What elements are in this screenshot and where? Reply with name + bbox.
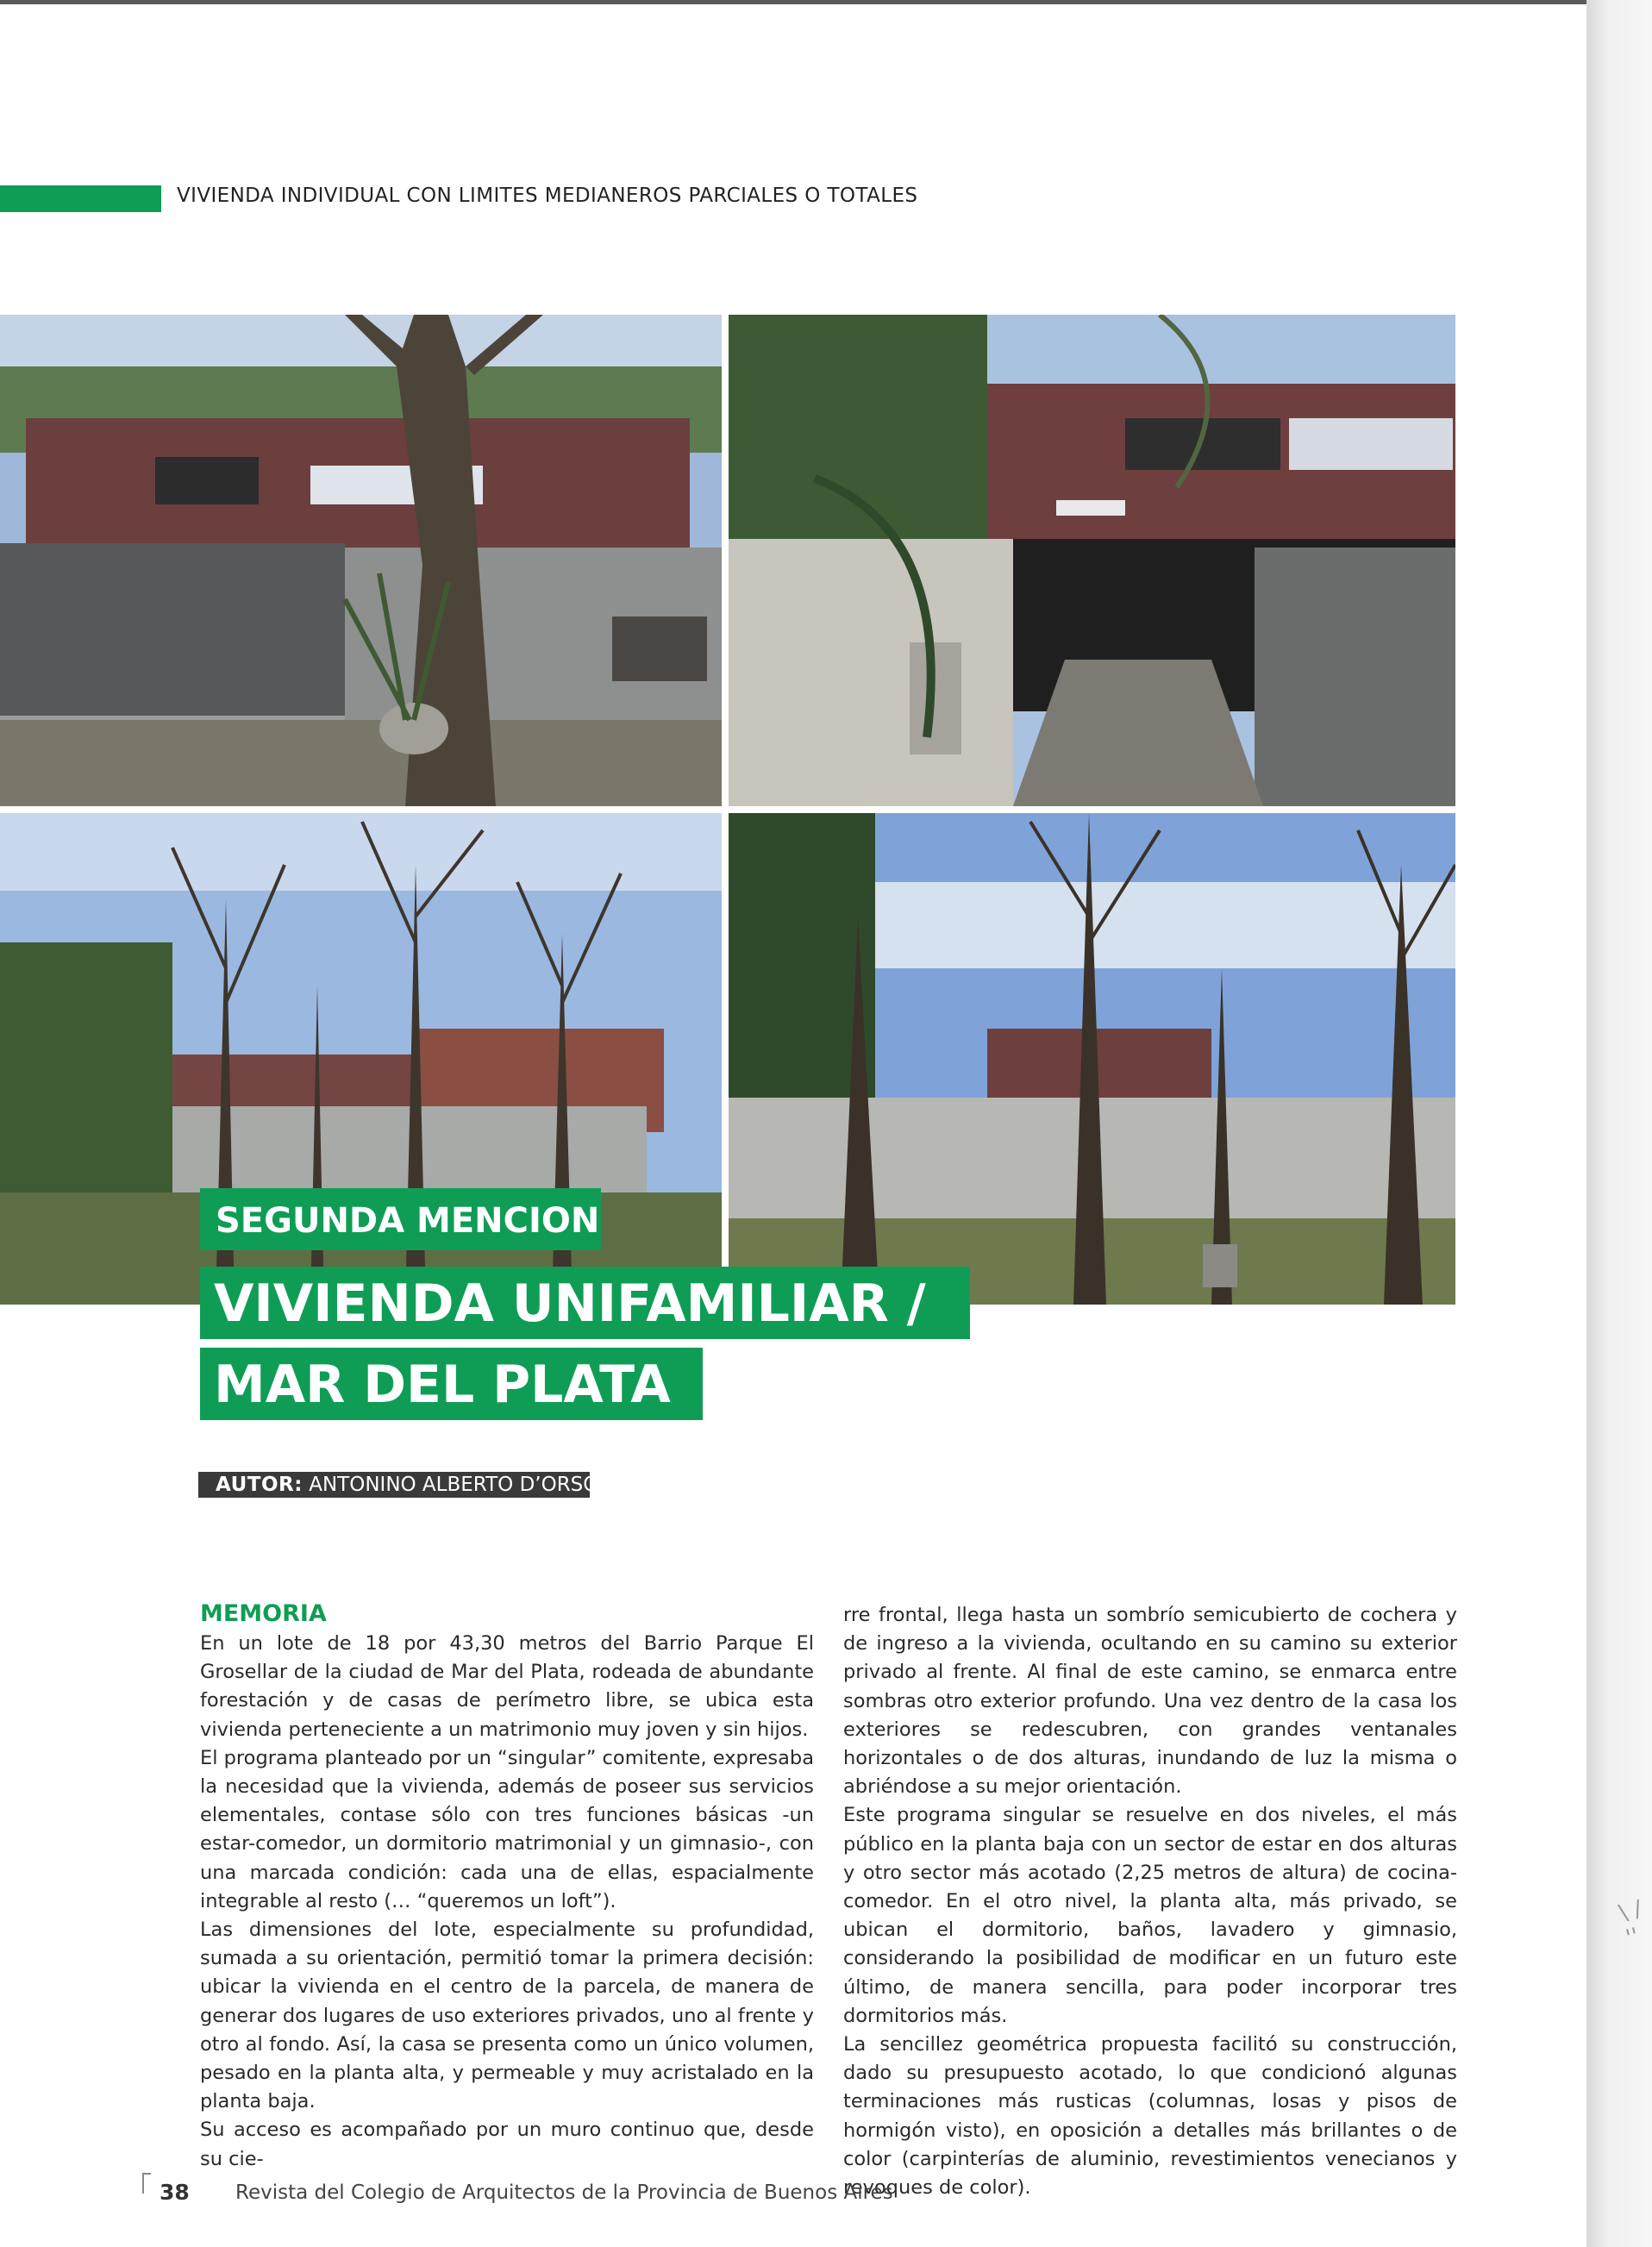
- article-title-line-2: MAR DEL PLATA: [200, 1348, 703, 1420]
- page-corner-mark: [142, 2173, 151, 2194]
- text-column-right: [843, 1601, 1457, 2202]
- photo-house-front-with-tree: [0, 315, 722, 806]
- section-title: VIVIENDA INDIVIDUAL CON LIMITES MEDIANEROS PARCIALES O TOTALES: [177, 185, 918, 207]
- paragraph: En un lote de 18 por 43,30 metros del Barrio Parque El Grosellar de la ciudad de Mar del Plata, rodeada de abundante forestación y de casas de perímetro libre, se ubica esta vivienda perteneciente a un matrimonio muy joven y sin hijos.: [200, 1632, 814, 1741]
- paragraph: Este programa singular se resuelve en dos niveles, el más público en la planta baja con un sector de estar en dos alturas y otro sector más acotado (2,25 metros de altura) de cocina-comedor. En el otro nivel, la planta alta, más privado, se ubican el dormitorio, baños, lavadero y gimnasio, considerando la posibilidad de modificar en un futuro este último, de manera sencilla, para poder incorporar tres dormitorios más.: [843, 1804, 1457, 2027]
- paragraph: rre frontal, llega hasta un sombrío semicubierto de cochera y de ingreso a la vivienda, ocultando en su camino su exterior privado al frente. Al final de este camino, se enmarca entre sombras otro exterior profundo. Una vez dentro de la casa los exteriores se redescubren, con grandes ventanales horizontales o de dos alturas, inundando de luz la misma o abriéndose a su mejor orientación.: [843, 1604, 1457, 1799]
- mention-label: SEGUNDA MENCION: [200, 1188, 601, 1250]
- paragraph: Su acceso es acompañado por un muro continuo que, desde su cie-: [200, 2119, 814, 2170]
- photo-street-wall-trees: [729, 813, 1455, 1305]
- scan-marks: \ / '': [1616, 1895, 1645, 1952]
- photo-entrance-path: [729, 315, 1455, 806]
- author-name: ANTONINO ALBERTO D’ORSO: [302, 1474, 599, 1496]
- text-column-left: [200, 1630, 814, 2174]
- paragraph: La sencillez geométrica propuesta facilitó su construcción, dado su presupuesto acotado, lo que condicionó algunas terminaciones más rusticas (columnas, losas y pisos de hormigón visto), en oposición a detalles más brillantes o de color (carpinterías de aluminio, revestimientos venecianos y revoques de color).: [843, 2033, 1457, 2200]
- author-bar: [198, 1472, 599, 1498]
- article-title-line-1: VIVIENDA UNIFAMILIAR /: [200, 1267, 970, 1339]
- top-edge-line: [0, 0, 1586, 4]
- section-accent-bar: [0, 185, 161, 212]
- author-label: AUTOR:: [216, 1474, 303, 1496]
- publication-footer: Revista del Colegio de Arquitectos de la Provincia de Buenos Aires: [235, 2181, 893, 2204]
- paragraph: Las dimensiones del lote, especialmente su profundidad, sumada a su orientación, permitió tomar la primera decisión: ubicar la vivienda en el centro de la parcela, de manera de generar dos lugares de uso exteriores privados, uno al frente y otro al fondo. Así, la casa se presenta como un único volumen, pesado en la planta alta, y permeable y muy acristalado en la planta baja.: [200, 1918, 814, 2113]
- paragraph: El programa planteado por un “singular” comitente, expresaba la necesidad que la vivienda, además de poseer sus servicios elementales, contase sólo con tres funciones básicas -un estar-comedor, un dormitorio matrimonial y un gimnasio-, con una marcada condición: cada una de ellas, espacialmente integrable al resto (… “queremos un loft”).: [200, 1746, 814, 1912]
- memoria-heading: MEMORIA: [200, 1600, 327, 1627]
- page-number: 38: [160, 2180, 190, 2205]
